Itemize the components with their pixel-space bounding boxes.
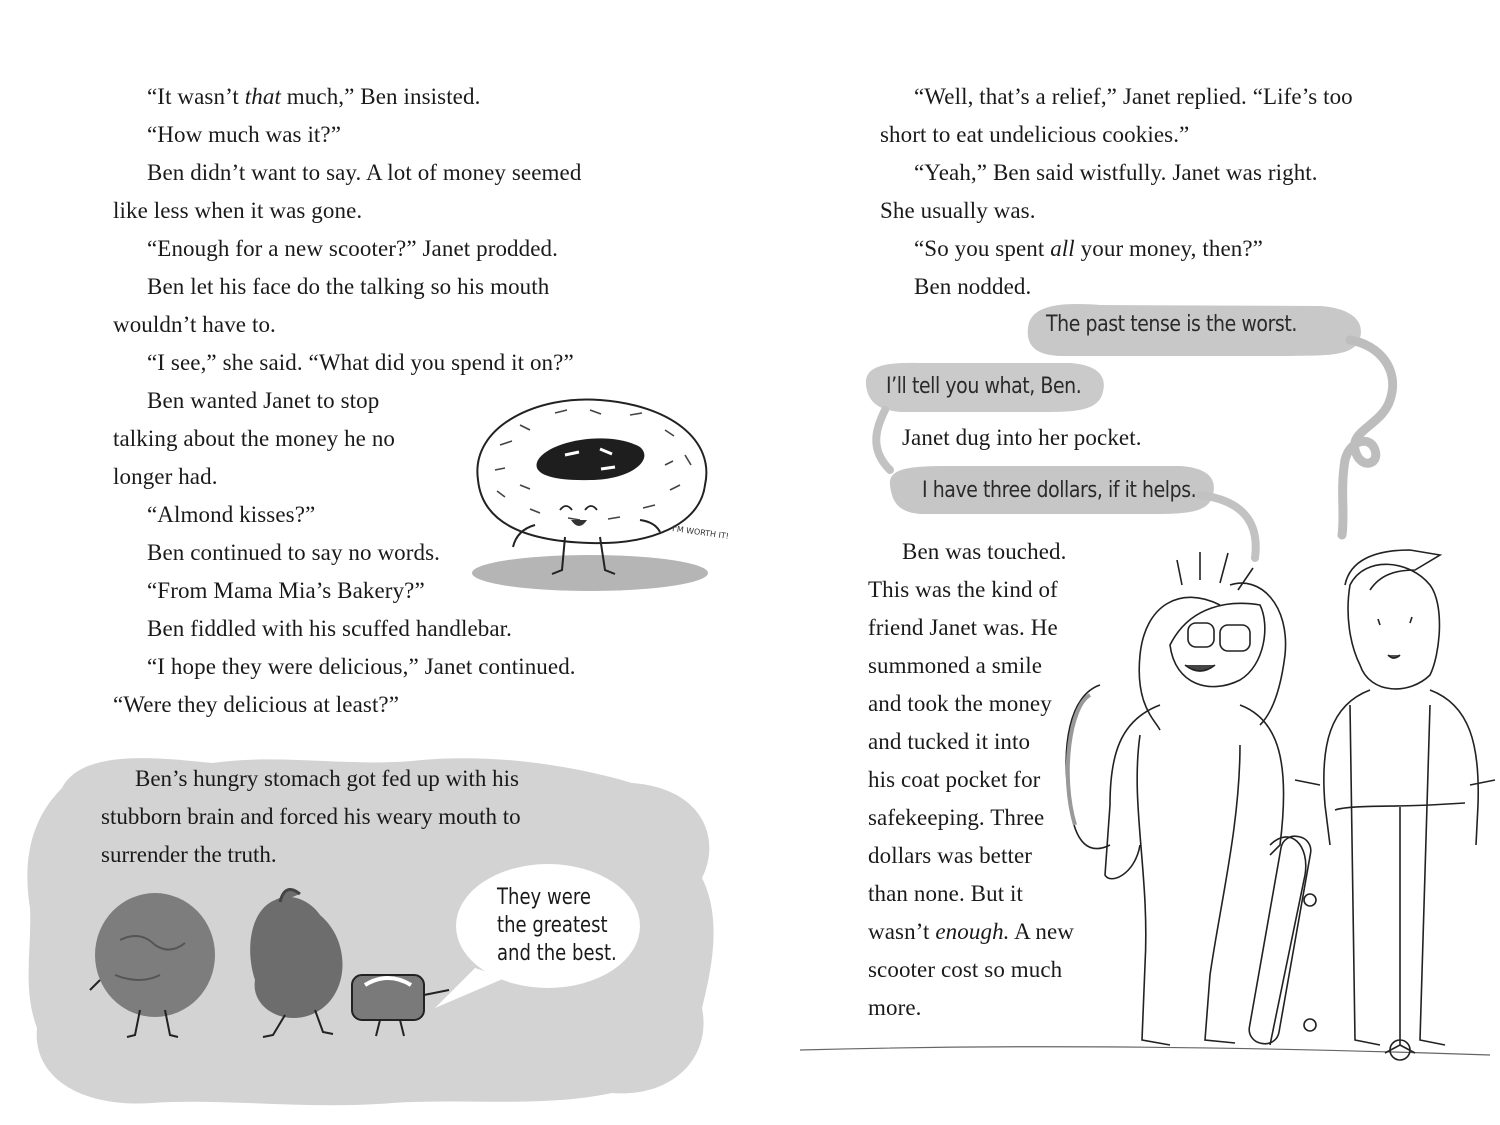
- text-line: Ben was touched.: [902, 539, 1067, 564]
- donut-character-illustration: [460, 385, 730, 595]
- speech-bubble-line: They were: [497, 885, 591, 910]
- organ-characters-illustration: [80, 880, 460, 1040]
- thought-text-janet: I’ll tell you what, Ben.: [886, 374, 1082, 399]
- text-line: talking about the money he no: [113, 426, 396, 451]
- cloud-text-line: Ben’s hungry stomach got fed up with his: [135, 766, 519, 791]
- text-line: Ben didn’t want to say. A lot of money seemed: [147, 160, 582, 185]
- janet-and-ben-illustration: [790, 545, 1500, 1105]
- text-line: “Well, that’s a relief,” Janet replied. “Life’s too: [914, 84, 1353, 109]
- text-line: “Enough for a new scooter?” Janet prodded.: [147, 236, 559, 261]
- cloud-text-line: surrender the truth.: [101, 842, 277, 867]
- text-line: “From Mama Mia’s Bakery?”: [147, 578, 425, 603]
- text-line: “Almond kisses?”: [147, 502, 316, 527]
- text-line: friend Janet was. He: [868, 615, 1058, 640]
- text-line: dollars was better: [868, 843, 1033, 868]
- thought-text-ben: The past tense is the worst.: [1046, 312, 1297, 337]
- speech-bubble-line: the greatest: [497, 913, 608, 938]
- text-line: Ben continued to say no words.: [147, 540, 441, 565]
- text-line: Ben nodded.: [914, 274, 1032, 299]
- text-line: safekeeping. Three: [868, 805, 1045, 830]
- doodle-caption: I'M WORTH IT!: [671, 524, 730, 541]
- text-line: his coat pocket for: [868, 767, 1041, 792]
- text-line: Ben fiddled with his scuffed handlebar.: [147, 616, 513, 641]
- text-line: “How much was it?”: [147, 122, 342, 147]
- text-line: and took the money: [868, 691, 1052, 716]
- text-line: more.: [868, 995, 922, 1020]
- text-line: short to eat undelicious cookies.”: [880, 122, 1190, 147]
- text-line: “Yeah,” Ben said wistfully. Janet was right.: [914, 160, 1318, 185]
- text-line: wasn’t enough. A new: [868, 919, 1075, 944]
- text-line: scooter cost so much: [868, 957, 1063, 982]
- text-line: “It wasn’t that much,” Ben insisted.: [147, 84, 481, 109]
- cloud-text-line: stubborn brain and forced his weary mouth to: [101, 804, 521, 829]
- text-line: “I see,” she said. “What did you spend it on?”: [147, 350, 574, 375]
- text-line: She usually was.: [880, 198, 1036, 223]
- text-line: Ben let his face do the talking so his mouth: [147, 274, 550, 299]
- text-line: like less when it was gone.: [113, 198, 363, 223]
- speech-bubble-line: and the best.: [497, 941, 617, 966]
- text-line: “Were they delicious at least?”: [113, 692, 400, 717]
- text-line: summoned a smile: [868, 653, 1043, 678]
- thought-text-janet: I have three dollars, if it helps.: [922, 478, 1197, 503]
- text-line: “So you spent all your money, then?”: [914, 236, 1263, 261]
- text-line: Janet dug into her pocket.: [902, 425, 1142, 450]
- text-line: This was the kind of: [868, 577, 1058, 602]
- text-line: than none. But it: [868, 881, 1024, 906]
- text-line: “I hope they were delicious,” Janet continued.: [147, 654, 576, 679]
- right-page: [750, 0, 1500, 1125]
- text-line: Ben wanted Janet to stop: [147, 388, 380, 413]
- text-line: and tucked it into: [868, 729, 1031, 754]
- text-line: wouldn’t have to.: [113, 312, 276, 337]
- text-line: longer had.: [113, 464, 218, 489]
